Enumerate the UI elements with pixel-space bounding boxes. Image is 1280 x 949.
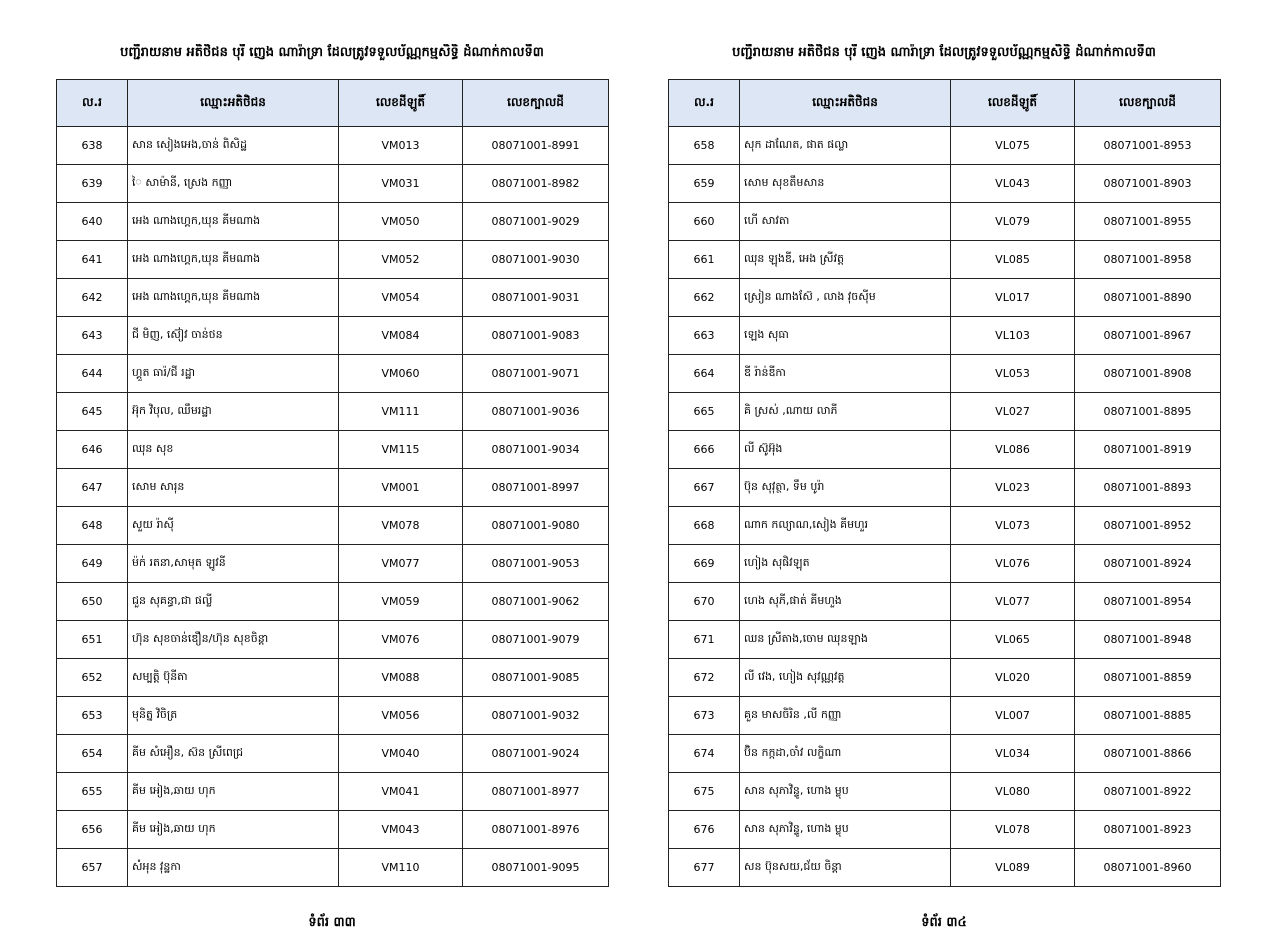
row-number: 648 [57, 507, 128, 545]
table-row [669, 469, 1221, 507]
land-number: 08071001-8919 [1075, 431, 1221, 469]
lot-code: VM115 [339, 431, 463, 469]
lot-code: VM013 [339, 127, 463, 165]
land-number: 08071001-9095 [463, 849, 609, 887]
lot-code: VL073 [951, 507, 1075, 545]
land-number: 08071001-9083 [463, 317, 609, 355]
row-number: 675 [669, 773, 740, 811]
land-number: 08071001-8903 [1075, 165, 1221, 203]
lot-code: VM078 [339, 507, 463, 545]
lot-code: VM077 [339, 545, 463, 583]
customer-name: ហៀង សុផិវឡុត [740, 545, 951, 583]
table-row [57, 735, 609, 773]
row-number: 639 [57, 165, 128, 203]
lot-code: VL076 [951, 545, 1075, 583]
customer-name: ជួន សុគន្ធា,ជា ផល្លី [128, 583, 339, 621]
table-row [57, 659, 609, 697]
table-row [669, 735, 1221, 773]
lot-code: VL086 [951, 431, 1075, 469]
lot-code: VM054 [339, 279, 463, 317]
lot-code: VM031 [339, 165, 463, 203]
land-number: 08071001-8977 [463, 773, 609, 811]
land-number: 08071001-8997 [463, 469, 609, 507]
land-number: 08071001-8895 [1075, 393, 1221, 431]
row-number: 651 [57, 621, 128, 659]
table-row [57, 127, 609, 165]
lot-code: VL089 [951, 849, 1075, 887]
table-header-row [57, 80, 609, 127]
land-number: 08071001-8953 [1075, 127, 1221, 165]
customer-name: ណាក កល្យាណ,សៀង គីមហួរ [740, 507, 951, 545]
header-lot-code: លេខដីឡូតិ៍ [339, 80, 463, 127]
table-row [669, 659, 1221, 697]
land-number: 08071001-9031 [463, 279, 609, 317]
customer-name: សន ប៊ុនសយ,ជ័យ ចិន្ដា [740, 849, 951, 887]
land-number: 08071001-8955 [1075, 203, 1221, 241]
table-row [669, 127, 1221, 165]
customer-name: គីម សំអឿន, ស៊ន ស្រីពេជ្រ [128, 735, 339, 773]
customer-name: គិ ស្រស់ ,ណាយ លាភី [740, 393, 951, 431]
header-no: ល.រ [669, 80, 740, 127]
table-row [57, 393, 609, 431]
customer-name: អ៊ុក វិបុល, ឈឹមរដ្ឋា [128, 393, 339, 431]
lot-code: VL080 [951, 773, 1075, 811]
customer-name: ស្រៀន ណាងស៊ែ , លាង វុចស៊ីម [740, 279, 951, 317]
customer-table [56, 79, 609, 887]
lot-code: VM060 [339, 355, 463, 393]
header-name: ឈ្មោះអតិថិជន [740, 80, 951, 127]
table-row [57, 431, 609, 469]
row-number: 655 [57, 773, 128, 811]
table-body [57, 127, 609, 887]
row-number: 661 [669, 241, 740, 279]
lot-code: VL007 [951, 697, 1075, 735]
row-number: 676 [669, 811, 740, 849]
lot-code: VM056 [339, 697, 463, 735]
lot-code: VM041 [339, 773, 463, 811]
row-number: 668 [669, 507, 740, 545]
row-number: 677 [669, 849, 740, 887]
land-number: 08071001-9062 [463, 583, 609, 621]
lot-code: VL043 [951, 165, 1075, 203]
customer-name: គីម អៀង,ឆាយ ហុក [128, 773, 339, 811]
customer-name: អេង ណាងហ្គេក,ឃុន គីមណាង [128, 203, 339, 241]
lot-code: VL027 [951, 393, 1075, 431]
table-row [57, 165, 609, 203]
table-body [669, 127, 1221, 887]
row-number: 657 [57, 849, 128, 887]
land-number: 08071001-8991 [463, 127, 609, 165]
table-row [57, 469, 609, 507]
table-row [669, 811, 1221, 849]
table-row [669, 279, 1221, 317]
land-number: 08071001-9032 [463, 697, 609, 735]
lot-code: VL020 [951, 659, 1075, 697]
lot-code: VM110 [339, 849, 463, 887]
row-number: 665 [669, 393, 740, 431]
customer-name: គីម អៀង,ឆាយ ហុក [128, 811, 339, 849]
customer-name: សាន សុភាវិន្ទូ, ហោង ម្លុប [740, 811, 951, 849]
row-number: 666 [669, 431, 740, 469]
customer-name: ប៊ិន កក្កដា,ចាំវ លក្ខិណា [740, 735, 951, 773]
row-number: 650 [57, 583, 128, 621]
page-title: បញ្ជីរាយនាម អតិថិជន បុរី ញេង ណារ៉ាទ្រា ដែលត្រូវទទួលប័ណ្ណកម្មសិទ្ធិ ដំណាក់កាលទី៣ [120, 45, 544, 60]
lot-code: VL079 [951, 203, 1075, 241]
table-row [669, 697, 1221, 735]
header-land-number: លេខក្បាលដី [463, 80, 609, 127]
customer-name: សួយ រ៉ាស៊ី [128, 507, 339, 545]
customer-name: សំអុន វុន្ឋកា [128, 849, 339, 887]
land-number: 08071001-8893 [1075, 469, 1221, 507]
row-number: 647 [57, 469, 128, 507]
table-row [669, 545, 1221, 583]
land-number: 08071001-9085 [463, 659, 609, 697]
table-row [57, 507, 609, 545]
customer-name: ឈុន ឡុងឌី, អេង ស្រីវត្ដ [740, 241, 951, 279]
land-number: 08071001-8958 [1075, 241, 1221, 279]
header-no: ល.រ [57, 80, 128, 127]
lot-code: VM052 [339, 241, 463, 279]
row-number: 649 [57, 545, 128, 583]
header-lot-code: លេខដីឡូតិ៍ [951, 80, 1075, 127]
row-number: 669 [669, 545, 740, 583]
table-row [57, 583, 609, 621]
lot-code: VM043 [339, 811, 463, 849]
land-number: 08071001-8859 [1075, 659, 1221, 697]
row-number: 656 [57, 811, 128, 849]
customer-name: លី វេង, ហៀង សុវណ្ណវត្ដ [740, 659, 951, 697]
lot-code: VL065 [951, 621, 1075, 659]
lot-code: VM076 [339, 621, 463, 659]
header-name: ឈ្មោះអតិថិជន [128, 80, 339, 127]
row-number: 659 [669, 165, 740, 203]
row-number: 646 [57, 431, 128, 469]
land-number: 08071001-9080 [463, 507, 609, 545]
table-row [57, 621, 609, 659]
land-number: 08071001-8923 [1075, 811, 1221, 849]
land-number: 08071001-8866 [1075, 735, 1221, 773]
table-row [669, 355, 1221, 393]
customer-name: សម្បត្ដិ ប៊ុនីតា [128, 659, 339, 697]
lot-code: VL023 [951, 469, 1075, 507]
page-number: ទំព័រ ៣៣ [308, 915, 356, 930]
land-number: 08071001-8908 [1075, 355, 1221, 393]
table-row [669, 849, 1221, 887]
table-row [57, 279, 609, 317]
land-number: 08071001-9036 [463, 393, 609, 431]
lot-code: VL053 [951, 355, 1075, 393]
row-number: 662 [669, 279, 740, 317]
customer-name: ម៉ក់ រតនា,សាមុត ឡូវនី [128, 545, 339, 583]
row-number: 642 [57, 279, 128, 317]
row-number: 673 [669, 697, 740, 735]
lot-code: VL034 [951, 735, 1075, 773]
row-number: 644 [57, 355, 128, 393]
row-number: 654 [57, 735, 128, 773]
customer-name: សាន សុភាវិន្ទូ, ហោង ម្លុប [740, 773, 951, 811]
table-row [669, 241, 1221, 279]
land-number: 08071001-8952 [1075, 507, 1221, 545]
lot-code: VM040 [339, 735, 463, 773]
row-number: 672 [669, 659, 740, 697]
row-number: 645 [57, 393, 128, 431]
land-number: 08071001-8924 [1075, 545, 1221, 583]
lot-code: VM084 [339, 317, 463, 355]
customer-name: សាន សៀងអេង,ចាន់ ពិសិដ្ឋ [128, 127, 339, 165]
table-row [57, 811, 609, 849]
row-number: 638 [57, 127, 128, 165]
table-header-row [669, 80, 1221, 127]
table-row [57, 317, 609, 355]
land-number: 08071001-8885 [1075, 697, 1221, 735]
lot-code: VL103 [951, 317, 1075, 355]
customer-table [668, 79, 1221, 887]
lot-code: VM059 [339, 583, 463, 621]
row-number: 640 [57, 203, 128, 241]
land-number: 08071001-9071 [463, 355, 609, 393]
lot-code: VL017 [951, 279, 1075, 317]
land-number: 08071001-8948 [1075, 621, 1221, 659]
customer-name: ហើ សាវតា [740, 203, 951, 241]
row-number: 667 [669, 469, 740, 507]
table-row [669, 773, 1221, 811]
land-number: 08071001-9053 [463, 545, 609, 583]
customer-name: អេង ណាងហ្គេក,ឃុន គីមណាង [128, 241, 339, 279]
lot-code: VM050 [339, 203, 463, 241]
customer-name: ឡេង សុធា [740, 317, 951, 355]
table-row [57, 355, 609, 393]
land-number: 08071001-8890 [1075, 279, 1221, 317]
row-number: 652 [57, 659, 128, 697]
customer-name: ប៊ុន សុវុត្ថា, ទឹម បូរ៉ា [740, 469, 951, 507]
table-row [669, 165, 1221, 203]
customer-name: ឌី រ៉ាន់ឌីកា [740, 355, 951, 393]
row-number: 671 [669, 621, 740, 659]
land-number: 08071001-9034 [463, 431, 609, 469]
lot-code: VL085 [951, 241, 1075, 279]
land-number: 08071001-8976 [463, 811, 609, 849]
land-number: 08071001-9029 [463, 203, 609, 241]
lot-code: VL077 [951, 583, 1075, 621]
customer-name: ឈន ស្រីតាង,ចោម ឈុនឡាង [740, 621, 951, 659]
row-number: 674 [669, 735, 740, 773]
row-number: 643 [57, 317, 128, 355]
page-number: ទំព័រ ៣៤ [921, 915, 967, 930]
table-row [669, 621, 1221, 659]
land-number: 08071001-9030 [463, 241, 609, 279]
customer-name: សុក ដាណែត, ផាត ផល្លា [740, 127, 951, 165]
table-row [57, 773, 609, 811]
customer-name: ហេង សុភី,ផាត់ គីមហួង [740, 583, 951, 621]
page-title: បញ្ជីរាយនាម អតិថិជន បុរី ញេង ណារ៉ាទ្រា ដែលត្រូវទទួលប័ណ្ណកម្មសិទ្ធិ ដំណាក់កាលទី៣ [732, 45, 1156, 60]
row-number: 664 [669, 355, 740, 393]
land-number: 08071001-8922 [1075, 773, 1221, 811]
table-row [57, 849, 609, 887]
table-row [669, 583, 1221, 621]
table-row [57, 697, 609, 735]
row-number: 641 [57, 241, 128, 279]
header-land-number: លេខក្បាលដី [1075, 80, 1221, 127]
table-row [57, 203, 609, 241]
table-row [57, 545, 609, 583]
row-number: 670 [669, 583, 740, 621]
land-number: 08071001-9079 [463, 621, 609, 659]
customer-name: គួន មាសចិរិន ,លី កញ្ញា [740, 697, 951, 735]
land-number: 08071001-8954 [1075, 583, 1221, 621]
customer-name: ៃ សាម៉ានី, ស្រេង កញ្ញា [128, 165, 339, 203]
land-number: 08071001-9024 [463, 735, 609, 773]
customer-name: លី ស៊ូអ៊ុង [740, 431, 951, 469]
lot-code: VM111 [339, 393, 463, 431]
customer-name: ជី មិញ, ស៊ៀវ ចាន់ថន [128, 317, 339, 355]
row-number: 658 [669, 127, 740, 165]
table-row [669, 317, 1221, 355]
row-number: 663 [669, 317, 740, 355]
customer-name: មុនិត្ន វិចិត្រ [128, 697, 339, 735]
table-row [669, 431, 1221, 469]
table-row [669, 393, 1221, 431]
customer-name: ឈុន សុខ [128, 431, 339, 469]
table-row [669, 507, 1221, 545]
land-number: 08071001-8982 [463, 165, 609, 203]
row-number: 660 [669, 203, 740, 241]
table-row [57, 241, 609, 279]
lot-code: VL078 [951, 811, 1075, 849]
land-number: 08071001-8967 [1075, 317, 1221, 355]
customer-name: សោម សុខតឹមសាន [740, 165, 951, 203]
lot-code: VM088 [339, 659, 463, 697]
table-row [669, 203, 1221, 241]
customer-name: អេង ណាងហ្គេក,ឃុន គីមណាង [128, 279, 339, 317]
lot-code: VL075 [951, 127, 1075, 165]
customer-name: សោម សារុន [128, 469, 339, 507]
land-number: 08071001-8960 [1075, 849, 1221, 887]
customer-name: ហ្គួត ធារ៉/ជី រដ្ឋា [128, 355, 339, 393]
row-number: 653 [57, 697, 128, 735]
customer-name: ហ៊ុន សុខចាន់ឌឿន/ហ៊ុន សុខចិន្ដា [128, 621, 339, 659]
lot-code: VM001 [339, 469, 463, 507]
